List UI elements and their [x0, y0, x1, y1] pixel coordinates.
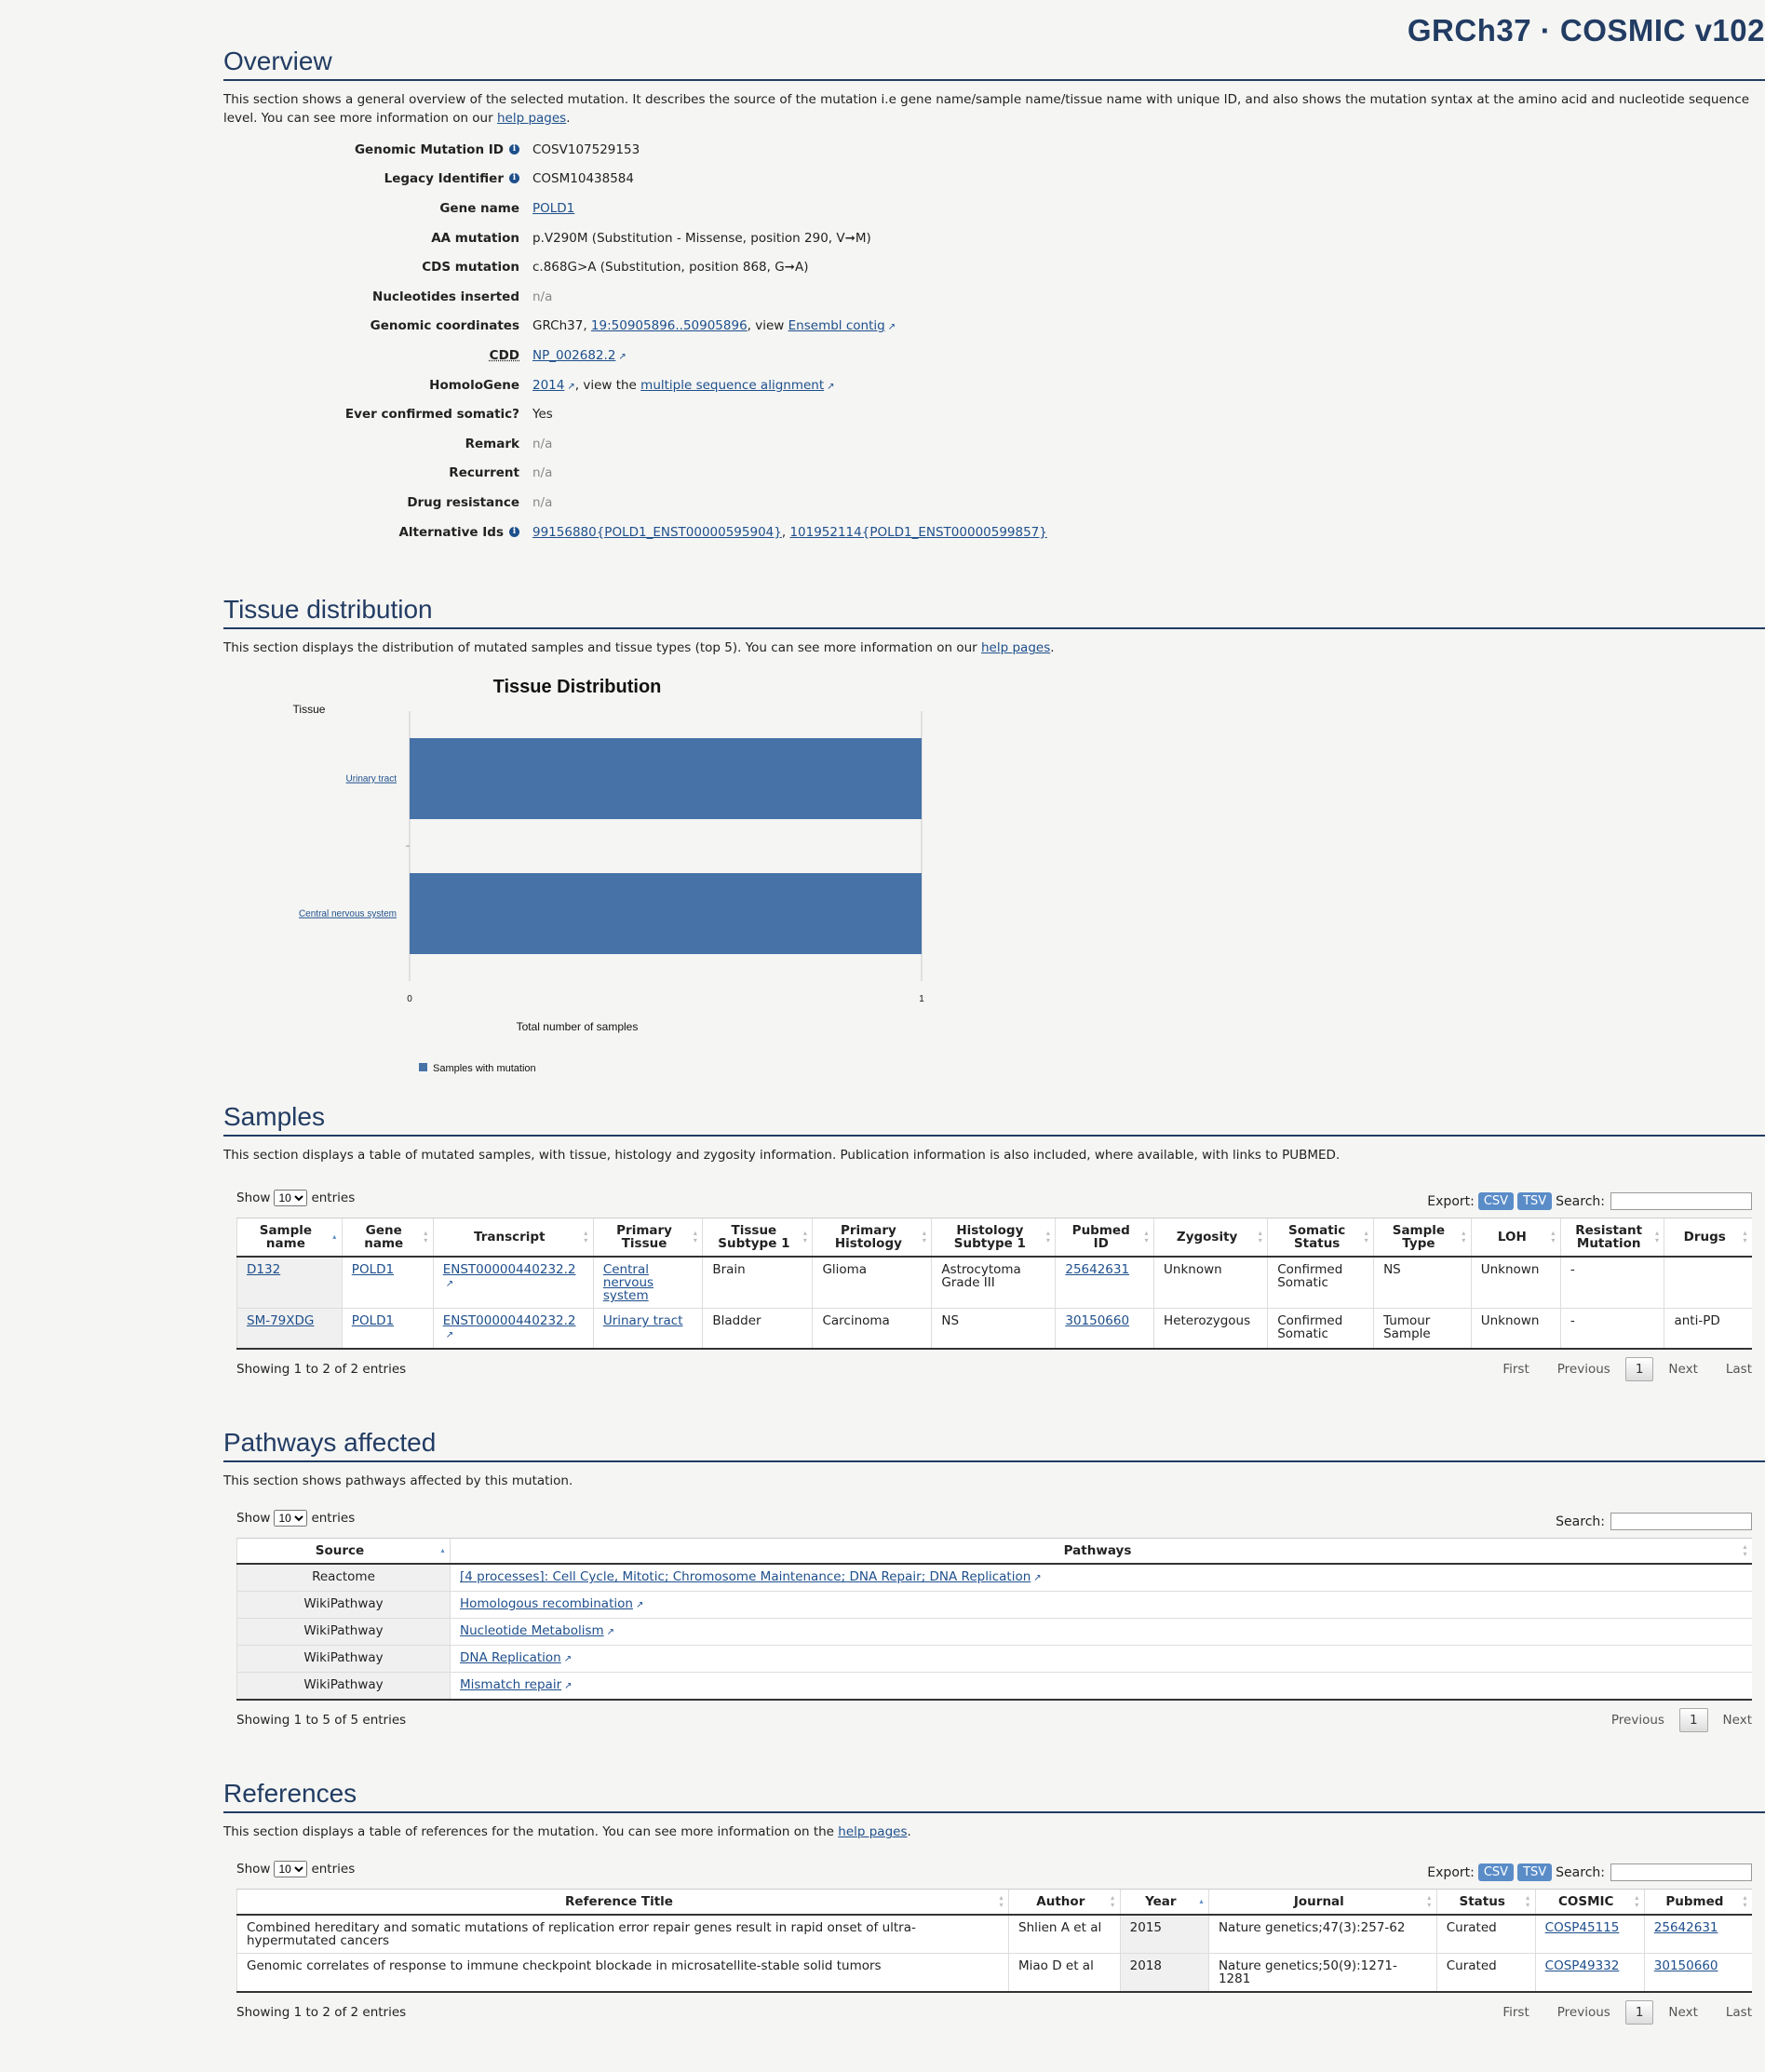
table-cell — [433, 1309, 593, 1350]
help-pages-link[interactable]: help pages — [981, 640, 1051, 656]
table-cell — [593, 1257, 703, 1309]
field-homologene: HomoloGene 2014 ↗ , view the multiple sequence alignment ↗ — [223, 370, 1765, 400]
overview-heading: Overview — [223, 45, 1765, 81]
table-cell — [433, 1257, 593, 1309]
table-cell — [237, 1309, 343, 1350]
table-cell: WikiPathway — [237, 1673, 451, 1701]
table-row — [237, 1954, 1753, 1993]
info-icon[interactable]: i — [509, 527, 519, 537]
help-pages-link[interactable]: help pages — [838, 1824, 908, 1840]
references-table-footer — [236, 2000, 1752, 2025]
column-header[interactable]: Author ▴▾ — [1009, 1890, 1121, 1916]
pagination — [1475, 2000, 1752, 2025]
bar[interactable] — [410, 873, 922, 954]
x-tick-label: 1 — [919, 994, 924, 1005]
table-info: Showing 1 to 2 of 2 entries — [236, 2005, 407, 2021]
cell-link[interactable]: Urinary tract — [602, 1313, 683, 1329]
table-cell — [1535, 1915, 1644, 1954]
column-header[interactable]: Pubmed ID ▴▾ — [1056, 1218, 1154, 1258]
cell-link[interactable]: D132 — [247, 1262, 281, 1278]
table-cell: Unknown — [1154, 1257, 1268, 1309]
table-cell: Confirmed Somatic — [1268, 1257, 1374, 1309]
table-cell: Curated — [1436, 1915, 1535, 1954]
column-header[interactable]: Somatic Status ▴▾ — [1268, 1218, 1374, 1258]
cell-link[interactable]: SM-79XDG — [247, 1313, 315, 1329]
table-cell: NS — [1374, 1257, 1472, 1309]
field-cdd: CDD NP_002682.2 ↗ — [223, 341, 1765, 370]
alternative-id-link[interactable]: 101952114{POLD1_ENST00000599857} — [789, 524, 1047, 540]
table-row — [237, 1564, 1753, 1592]
cell-link[interactable]: COSP45115 — [1544, 1920, 1620, 1936]
page-size-select[interactable] — [274, 1190, 307, 1206]
pager-last[interactable]: Last — [1725, 2005, 1752, 2021]
cell-link[interactable]: ENST00000440232.2 ↗ — [443, 1313, 576, 1341]
references-description: This section displays a table of references for the mutation. You can see more information on the help pages. — [223, 1824, 911, 1840]
pager-first[interactable]: First — [1502, 2005, 1529, 2021]
bar[interactable] — [410, 738, 922, 819]
main-content — [223, 45, 1765, 2025]
pagination — [1583, 1708, 1752, 1732]
pager-first[interactable]: First — [1502, 1362, 1529, 1378]
table-row — [237, 1309, 1753, 1350]
pathways-table — [236, 1538, 1752, 1701]
table-cell — [451, 1564, 1753, 1592]
table-cell: - — [1560, 1257, 1664, 1309]
references-heading: References — [223, 1777, 1765, 1813]
table-row — [237, 1646, 1753, 1673]
samples-heading: Samples — [223, 1100, 1765, 1137]
table-row — [237, 1619, 1753, 1646]
samples-table-controls: Show 10 entries Export: CSV TSV Search: — [236, 1185, 1752, 1210]
column-header[interactable]: Tissue Subtype 1 ▴▾ — [703, 1218, 813, 1258]
pathways-table-footer — [236, 1708, 1752, 1732]
table-info: Showing 1 to 2 of 2 entries — [236, 1362, 407, 1378]
column-header[interactable]: LOH ▴▾ — [1471, 1218, 1560, 1258]
pager-next[interactable]: Next — [1668, 2005, 1698, 2021]
column-header[interactable]: Drugs ▴▾ — [1664, 1218, 1752, 1258]
tissue-chart — [223, 665, 968, 1083]
table-cell: 2015 — [1120, 1915, 1208, 1954]
cell-link[interactable]: ENST00000440232.2 ↗ — [443, 1262, 576, 1290]
tsv-button[interactable]: TSV — [1517, 1863, 1552, 1881]
cdd-link[interactable]: NP_002682.2 ↗ — [532, 348, 627, 363]
field-legacy-identifier: Legacy Identifier i COSM10438584 — [384, 171, 634, 187]
tissue-description: This section displays the distribution of mutated samples and tissue types (top 5). You can see more information on our help pages. — [223, 640, 1055, 656]
table-cell: Shlien A et al — [1009, 1915, 1121, 1954]
page-title: GRCh37 · COSMIC v102 — [1407, 13, 1765, 47]
table-cell: Curated — [1436, 1954, 1535, 1993]
column-header[interactable]: Year ▴ — [1120, 1890, 1208, 1916]
field-alternative-ids: Alternative Ids i 99156880{POLD1_ENST00000595904}, 101952114{POLD1_ENST00000599857} — [398, 524, 1047, 540]
column-header[interactable]: Zygosity ▴▾ — [1154, 1218, 1268, 1258]
table-cell: NS — [932, 1309, 1056, 1350]
table-cell — [451, 1673, 1753, 1701]
category-label[interactable]: Central nervous system — [298, 908, 397, 920]
cell-link[interactable]: Central nervous system — [602, 1262, 654, 1304]
column-header[interactable]: Sample Type ▴▾ — [1374, 1218, 1472, 1258]
csv-button[interactable]: CSV — [1478, 1863, 1514, 1881]
column-header[interactable]: Primary Tissue ▴▾ — [593, 1218, 703, 1258]
x-tick-label: 0 — [407, 994, 412, 1005]
field-cds-mutation: CDS mutation c.868G>A (Substitution, position 868, G➞A) — [422, 260, 809, 276]
ensembl-contig-link[interactable]: Ensembl contig ↗ — [788, 318, 896, 333]
pager-page[interactable]: 1 — [1679, 1708, 1708, 1732]
field-gene-name: Gene name POLD1 — [439, 200, 575, 216]
cell-link[interactable]: 30150660 — [1653, 1958, 1718, 1974]
table-cell: Glioma — [813, 1257, 932, 1309]
column-header[interactable]: COSMIC ▴▾ — [1535, 1890, 1644, 1916]
table-cell — [237, 1257, 343, 1309]
table-cell — [1664, 1257, 1752, 1309]
table-cell: Bladder — [703, 1309, 813, 1350]
table-cell — [1644, 1915, 1752, 1954]
column-header[interactable]: Primary Histology ▴▾ — [813, 1218, 932, 1258]
column-header[interactable]: Source ▴ — [237, 1539, 451, 1565]
tissue-chart-svg — [223, 665, 968, 1083]
table-cell: Reactome — [237, 1564, 451, 1592]
table-cell — [451, 1619, 1753, 1646]
page-size-select[interactable] — [274, 1510, 307, 1527]
samples-description: This section displays a table of mutated samples, with tissue, histology and zygosity information. Publication information is also included, where available, with links to PUBMED. — [223, 1148, 1341, 1164]
cell-link[interactable]: COSP49332 — [1544, 1958, 1620, 1974]
cell-link[interactable]: 25642631 — [1065, 1262, 1130, 1278]
table-cell: anti-PD — [1664, 1309, 1752, 1350]
column-header[interactable]: Gene name ▴▾ — [342, 1218, 433, 1258]
table-cell: Unknown — [1471, 1309, 1560, 1350]
field-drug-resistance: Drug resistance n/a — [407, 494, 553, 510]
gene-name-link[interactable]: POLD1 — [532, 200, 575, 216]
pager-next[interactable]: Next — [1668, 1362, 1698, 1378]
table-cell: - — [1560, 1309, 1664, 1350]
pathways-description: This section shows pathways affected by this mutation. — [223, 1473, 573, 1489]
field-nucleotides-inserted: Nucleotides inserted n/a — [372, 289, 553, 304]
table-cell — [1644, 1954, 1752, 1993]
column-header[interactable]: Pubmed ▴▾ — [1644, 1890, 1752, 1916]
tsv-button[interactable]: TSV — [1517, 1192, 1552, 1210]
references-table — [236, 1889, 1752, 1993]
table-cell: Miao D et al — [1009, 1954, 1121, 1993]
column-header[interactable]: Transcript ▴▾ — [433, 1218, 593, 1258]
cell-link[interactable]: Homologous recombination ↗ — [460, 1596, 643, 1611]
table-cell: Combined hereditary and somatic mutations of replication error repair genes result in rapid onset of ultra-hypermutated cancers — [237, 1915, 1009, 1954]
table-row — [237, 1257, 1753, 1309]
pager-next[interactable]: Next — [1722, 1713, 1752, 1729]
table-cell: Genomic correlates of response to immune checkpoint blockade in microsatellite-stable solid tumors — [237, 1954, 1009, 1993]
chart-marks — [299, 711, 924, 1004]
column-header[interactable]: Sample name ▴ — [237, 1218, 343, 1258]
column-header[interactable]: Pathways ▴▾ — [451, 1539, 1753, 1565]
table-cell: WikiPathway — [237, 1619, 451, 1646]
field-recurrent: Recurrent n/a — [449, 465, 553, 481]
x-axis-label: Total number of samples — [516, 1020, 639, 1034]
table-cell: Confirmed Somatic — [1268, 1309, 1374, 1350]
cell-link[interactable]: 25642631 — [1653, 1920, 1718, 1936]
references-table-controls: Show 10 entries Export: CSV TSV Search: — [236, 1856, 1752, 1881]
pager-page[interactable]: 1 — [1625, 1357, 1654, 1381]
samples-table-footer — [236, 1357, 1752, 1381]
category-label[interactable]: Urinary tract — [345, 774, 397, 785]
table-cell — [451, 1592, 1753, 1619]
csv-button[interactable]: CSV — [1478, 1192, 1514, 1210]
table-row — [237, 1592, 1753, 1619]
field-genomic-mutation-id: Genomic Mutation ID i COSV107529153 — [354, 141, 640, 157]
column-header[interactable]: Status ▴▾ — [1436, 1890, 1535, 1916]
cell-link[interactable]: Nucleotide Metabolism ↗ — [460, 1623, 614, 1638]
table-cell: Heterozygous — [1154, 1309, 1268, 1350]
info-icon[interactable]: i — [509, 173, 519, 183]
table-row — [237, 1673, 1753, 1701]
legend-entry: Samples with mutation — [433, 1063, 536, 1075]
info-icon[interactable]: i — [509, 144, 519, 155]
column-header[interactable]: Histology Subtype 1 ▴▾ — [932, 1218, 1056, 1258]
column-header[interactable]: Reference Title ▴▾ — [237, 1890, 1009, 1916]
table-cell — [451, 1646, 1753, 1673]
pager-last[interactable]: Last — [1725, 1362, 1752, 1378]
table-cell — [593, 1309, 703, 1350]
table-cell: Nature genetics;50(9):1271-1281 — [1208, 1954, 1436, 1993]
table-cell — [342, 1257, 433, 1309]
table-cell: WikiPathway — [237, 1646, 451, 1673]
field-remark: Remark n/a — [465, 436, 553, 451]
field-genomic-coordinates: Genomic coordinates GRCh37, 19:50905896..50905896, view Ensembl contig ↗ — [223, 312, 1765, 342]
search-input[interactable] — [1610, 1863, 1752, 1881]
homologene-link[interactable]: 2014 ↗ — [532, 378, 575, 393]
table-cell: Brain — [703, 1257, 813, 1309]
table-cell: Tumour Sample — [1374, 1309, 1472, 1350]
samples-table — [236, 1218, 1752, 1350]
overview-description: This section shows a general overview of the selected mutation. It describes the source of the mutation i.e gene name/sample name/tissue name with unique ID, and also shows the mutation syntax at the amino acid and nucleotide sequence level. You can see more information on our help pages. — [223, 92, 1750, 126]
field-ever-confirmed-somatic: Ever confirmed somatic? Yes — [344, 407, 553, 423]
table-cell: Nature genetics;47(3):257-62 — [1208, 1915, 1436, 1954]
tissue-heading: Tissue distribution — [223, 593, 1765, 629]
genomic-coordinates-link[interactable]: 19:50905896..50905896 — [590, 318, 748, 334]
column-header[interactable]: Journal ▴▾ — [1208, 1890, 1436, 1916]
table-cell — [342, 1309, 433, 1350]
sequence-alignment-link[interactable]: multiple sequence alignment ↗ — [640, 378, 834, 393]
y-axis-label: Tissue — [292, 703, 326, 717]
table-cell: 2018 — [1120, 1954, 1208, 1993]
field-aa-mutation: AA mutation p.V290M (Substitution - Missense, position 290, V➞M) — [431, 230, 871, 246]
cell-link[interactable]: 30150660 — [1065, 1313, 1130, 1329]
pathways-table-controls: Show 10 entries Search: — [236, 1505, 1752, 1530]
cell-link[interactable]: POLD1 — [351, 1262, 395, 1278]
help-pages-link[interactable]: help pages — [496, 111, 567, 126]
pager-previous[interactable]: Previous — [1610, 1713, 1664, 1729]
table-cell — [1056, 1257, 1154, 1309]
pathways-heading: Pathways affected — [223, 1426, 1765, 1462]
pagination — [1475, 1357, 1752, 1381]
column-header[interactable]: Resistant Mutation ▴▾ — [1560, 1218, 1664, 1258]
page-size-select[interactable] — [274, 1861, 307, 1877]
table-cell: Astrocytoma Grade III — [932, 1257, 1056, 1309]
table-row — [237, 1915, 1753, 1954]
alternative-id-link[interactable]: 99156880{POLD1_ENST00000595904} — [532, 524, 782, 540]
search-input[interactable] — [1610, 1192, 1752, 1210]
cell-link[interactable]: POLD1 — [351, 1313, 395, 1329]
chart-title: Tissue Distribution — [492, 677, 662, 698]
table-cell — [1056, 1309, 1154, 1350]
table-cell: Unknown — [1471, 1257, 1560, 1309]
table-cell — [1535, 1954, 1644, 1993]
cell-link[interactable]: DNA Replication ↗ — [460, 1650, 572, 1665]
pager-previous[interactable]: Previous — [1556, 2005, 1610, 2021]
pager-page[interactable]: 1 — [1625, 2000, 1654, 2025]
legend-swatch — [419, 1063, 427, 1071]
table-cell: WikiPathway — [237, 1592, 451, 1619]
cell-link[interactable]: [4 processes]: Cell Cycle, Mitotic; Chromosome Maintenance; DNA Repair; DNA Replication ↗ — [460, 1569, 1042, 1584]
overview-fields — [223, 135, 1765, 546]
table-info: Showing 1 to 5 of 5 entries — [236, 1713, 407, 1729]
cell-link[interactable]: Mismatch repair ↗ — [460, 1677, 573, 1692]
search-input[interactable] — [1610, 1513, 1752, 1530]
table-cell: Carcinoma — [813, 1309, 932, 1350]
pager-previous[interactable]: Previous — [1556, 1362, 1610, 1378]
